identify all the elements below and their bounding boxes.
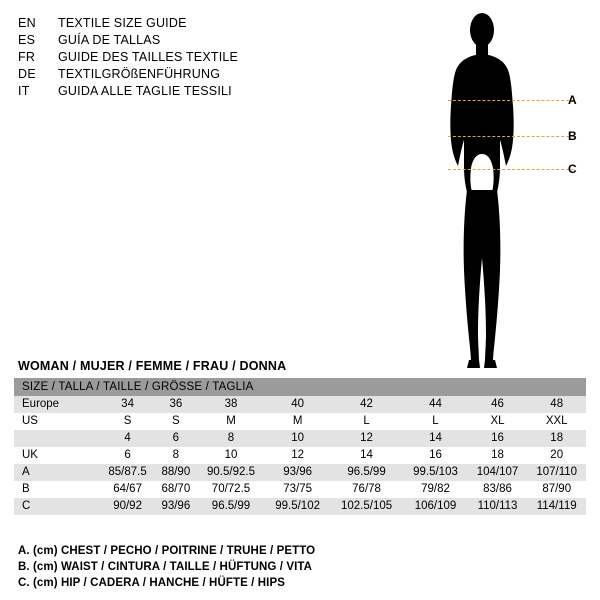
cell: 90/92 (100, 498, 155, 515)
cell: 68/70 (155, 481, 196, 498)
measure-label-b: B (568, 129, 577, 143)
cell: 104/107 (468, 464, 528, 481)
table-row (14, 430, 586, 447)
cell: 70/72.5 (197, 481, 266, 498)
measure-line-a (448, 100, 574, 101)
cell: 14 (403, 430, 467, 447)
section-title: WOMAN / MUJER / FEMME / FRAU / DONNA (18, 359, 287, 373)
cell: 48 (527, 396, 586, 413)
measure-line-c (448, 169, 574, 170)
measure-label-a: A (568, 93, 577, 107)
cell: 73/75 (265, 481, 329, 498)
cell: 93/96 (265, 464, 329, 481)
language-row (18, 84, 318, 101)
measure-label-c: C (568, 162, 577, 176)
language-text: GUIDE DES TAILLES TEXTILE (58, 50, 239, 64)
language-code: FR (18, 50, 36, 64)
language-text: TEXTILE SIZE GUIDE (58, 16, 187, 30)
cell: 38 (197, 396, 266, 413)
cell: 88/90 (155, 464, 196, 481)
legend-row-a: A. (cm) CHEST / PECHO / POITRINE / TRUHE / PETTO (18, 545, 316, 557)
language-row (18, 67, 318, 84)
cell: 12 (330, 430, 404, 447)
cell: 114/119 (527, 498, 586, 515)
cell: 99.5/103 (403, 464, 467, 481)
cell: 16 (468, 430, 528, 447)
cell: 99.5/102 (265, 498, 329, 515)
cell: 44 (403, 396, 467, 413)
cell: 6 (100, 447, 155, 464)
cell: 16 (403, 447, 467, 464)
cell: 36 (155, 396, 196, 413)
language-row (18, 50, 318, 67)
cell: 106/109 (403, 498, 467, 515)
row-label: B (14, 481, 100, 498)
cell: S (100, 413, 155, 430)
cell: 87/90 (527, 481, 586, 498)
row-label: UK (14, 447, 100, 464)
cell: XL (468, 413, 528, 430)
language-title-list (18, 16, 318, 101)
table-row (14, 396, 586, 413)
language-text: GUÍA DE TALLAS (58, 33, 161, 47)
cell: S (155, 413, 196, 430)
cell: 12 (265, 447, 329, 464)
cell: 85/87.5 (100, 464, 155, 481)
cell: 42 (330, 396, 404, 413)
cell: 64/67 (100, 481, 155, 498)
cell: 10 (197, 447, 266, 464)
cell: XXL (527, 413, 586, 430)
cell: 8 (197, 430, 266, 447)
cell: 14 (330, 447, 404, 464)
cell: 6 (155, 430, 196, 447)
table-header-row (14, 378, 586, 396)
cell: 76/78 (330, 481, 404, 498)
cell: 102.5/105 (330, 498, 404, 515)
row-label: A (14, 464, 100, 481)
language-row (18, 33, 318, 50)
legend-row-c: C. (cm) HIP / CADERA / HANCHE / HÜFTE / HIPS (18, 577, 286, 589)
cell: 34 (100, 396, 155, 413)
language-row (18, 16, 318, 33)
language-code: IT (18, 84, 30, 98)
row-label: Europe (14, 396, 100, 413)
cell: 96.5/99 (197, 498, 266, 515)
size-table (14, 378, 586, 515)
cell: 46 (468, 396, 528, 413)
language-text: GUIDA ALLE TAGLIE TESSILI (58, 84, 232, 98)
cell: 93/96 (155, 498, 196, 515)
language-code: ES (18, 33, 36, 47)
cell: 40 (265, 396, 329, 413)
table-header-label: SIZE / TALLA / TAILLE / GRÖSSE / TAGLIA (14, 378, 586, 396)
language-text: TEXTILGRÖßENFÜHRUNG (58, 67, 221, 81)
cell: 4 (100, 430, 155, 447)
measurement-legend (18, 543, 578, 591)
cell: L (330, 413, 404, 430)
cell: M (197, 413, 266, 430)
legend-row-b: B. (cm) WAIST / CINTURA / TAILLE / HÜFTUNG / VITA (18, 561, 313, 573)
table-row (14, 481, 586, 498)
female-silhouette-icon (420, 8, 590, 378)
cell: 18 (527, 430, 586, 447)
cell: L (403, 413, 467, 430)
cell: 10 (265, 430, 329, 447)
table-row (14, 447, 586, 464)
cell: 107/110 (527, 464, 586, 481)
row-label (14, 430, 100, 447)
cell: 20 (527, 447, 586, 464)
cell: 96.5/99 (330, 464, 404, 481)
table-row (14, 498, 586, 515)
language-code: DE (18, 67, 36, 81)
table-row (14, 413, 586, 430)
female-body-figure (420, 8, 590, 378)
cell: 90.5/92.5 (197, 464, 266, 481)
cell: 83/86 (468, 481, 528, 498)
cell: 110/113 (468, 498, 528, 515)
table-row (14, 464, 586, 481)
row-label: C (14, 498, 100, 515)
cell: 79/82 (403, 481, 467, 498)
cell: 8 (155, 447, 196, 464)
measure-line-b (448, 136, 574, 137)
language-code: EN (18, 16, 36, 30)
cell: 18 (468, 447, 528, 464)
row-label: US (14, 413, 100, 430)
cell: M (265, 413, 329, 430)
